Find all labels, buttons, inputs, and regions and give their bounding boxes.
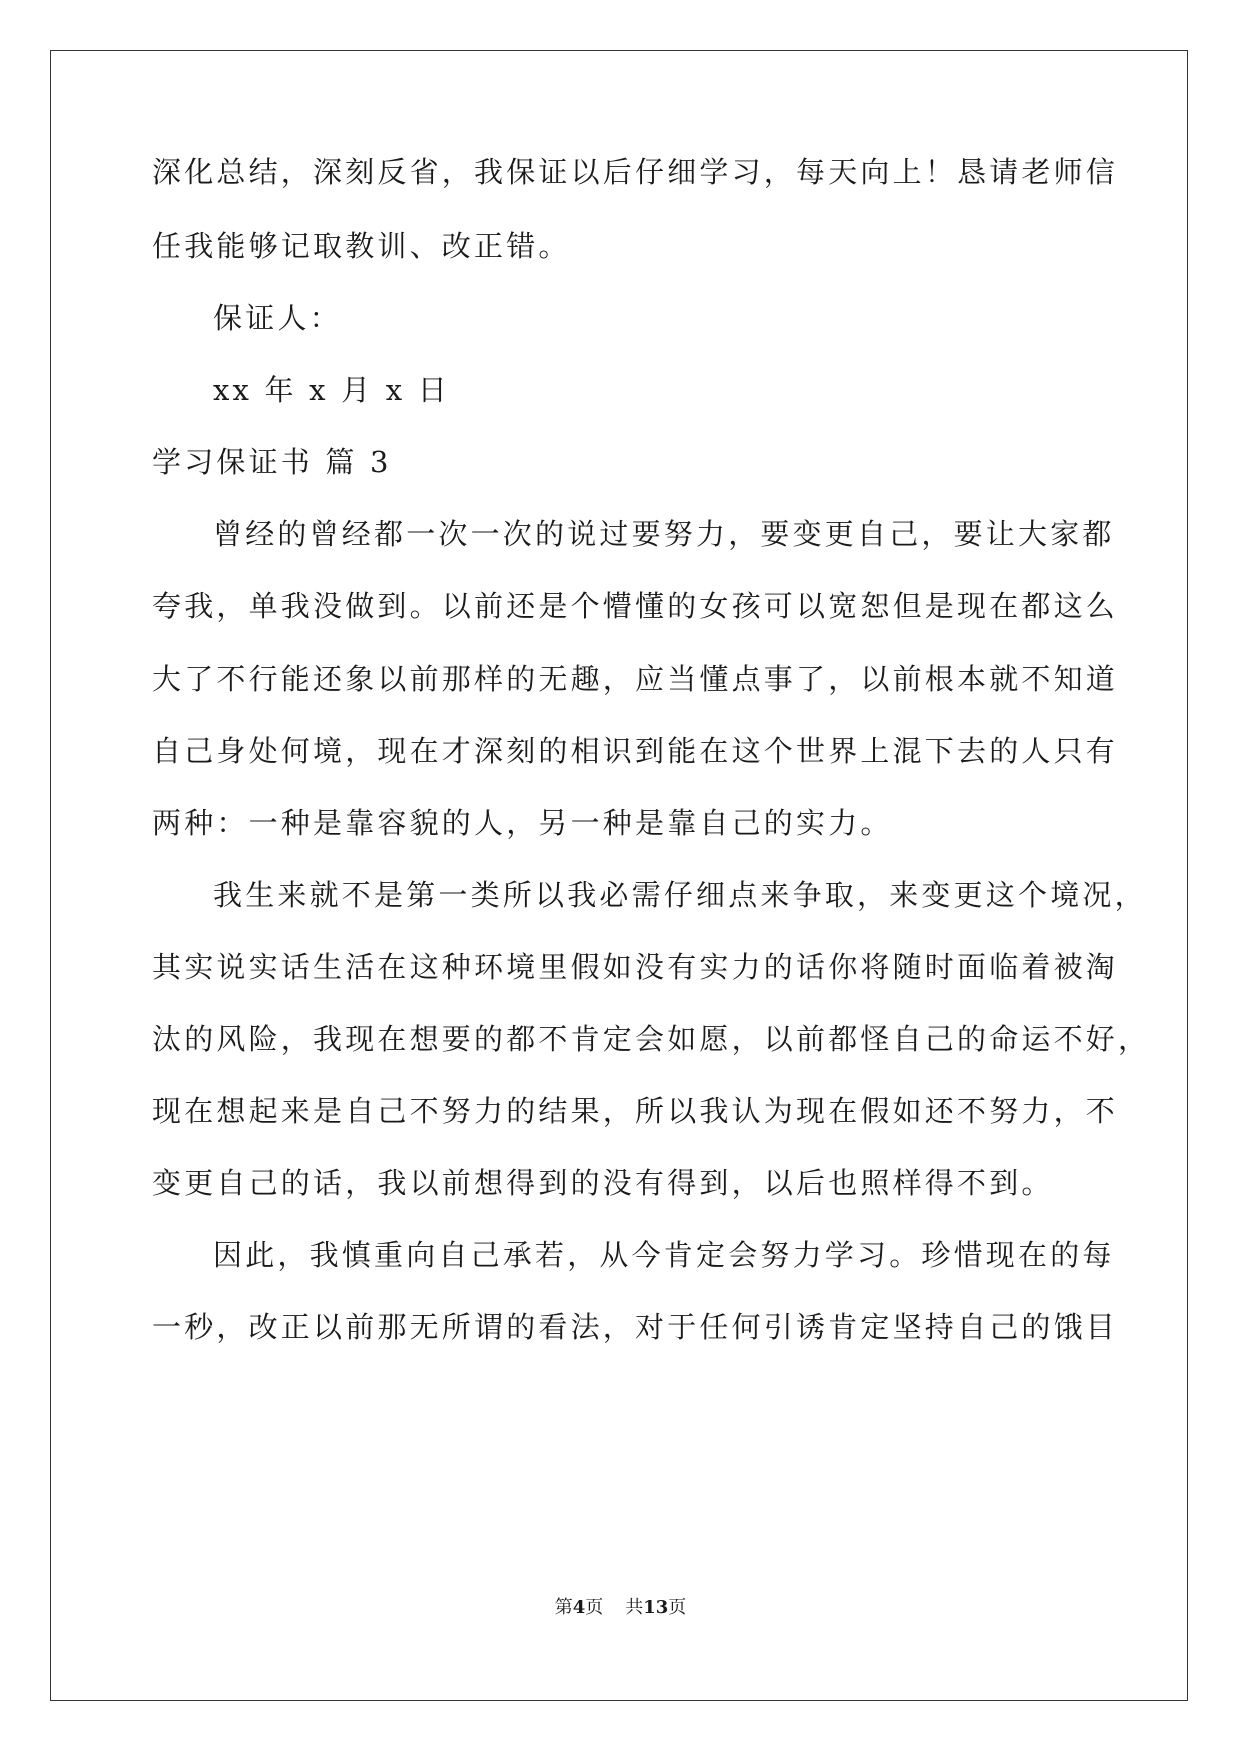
signer-label: 保证人： xyxy=(213,301,342,335)
page-total: 13 xyxy=(643,1597,669,1618)
body-line-14: 现在想起来是自己不努力的结果，所以我认为现在假如还不努力，不 xyxy=(152,1094,1119,1128)
body-line-2: 任我能够记取教训、改正错。 xyxy=(152,229,571,263)
body-line-12: 其实说实话生活在这种环境里假如没有实力的话你将随时面临着被淘 xyxy=(152,950,1119,984)
page-footer xyxy=(0,1596,1241,1620)
total-prefix: 共 xyxy=(625,1597,644,1618)
page-prefix: 第 xyxy=(554,1597,573,1618)
body-line-6: 曾经的曾经都一次一次的说过要努力，要变更自己，要让大家都 xyxy=(213,517,1115,551)
date-line: xx 年 x 月 x 日 xyxy=(213,373,450,407)
body-line-10: 两种：一种是靠容貌的人，另一种是靠自己的实力。 xyxy=(152,806,893,840)
body-line-13: 汰的风险，我现在想要的都不肯定会如愿，以前都怪自己的命运不好， xyxy=(152,1022,1151,1056)
body-line-7: 夸我，单我没做到。以前还是个懵懂的女孩可以宽恕但是现在都这么 xyxy=(152,589,1119,623)
total-suffix: 页 xyxy=(668,1597,687,1618)
body-line-16: 因此，我慎重向自己承若，从今肯定会努力学习。珍惜现在的每 xyxy=(213,1238,1115,1272)
page-current: 4 xyxy=(572,1597,586,1618)
body-line-11: 我生来就不是第一类所以我必需仔细点来争取，来变更这个境况， xyxy=(213,878,1147,912)
page-suffix: 页 xyxy=(585,1597,604,1618)
body-line-17: 一秒，改正以前那无所谓的看法，对于任何引诱肯定坚持自己的饿目 xyxy=(152,1310,1119,1344)
body-line-9: 自己身处何境，现在才深刻的相识到能在这个世界上混下去的人只有 xyxy=(152,734,1119,768)
section-heading: 学习保证书 篇 3 xyxy=(152,445,392,479)
body-line-1: 深化总结，深刻反省，我保证以后仔细学习，每天向上！恳请老师信 xyxy=(152,155,1119,189)
body-line-8: 大了不行能还象以前那样的无趣，应当懂点事了，以前根本就不知道 xyxy=(152,662,1119,696)
body-line-15: 变更自己的话，我以前想得到的没有得到，以后也照样得不到。 xyxy=(152,1166,1054,1200)
